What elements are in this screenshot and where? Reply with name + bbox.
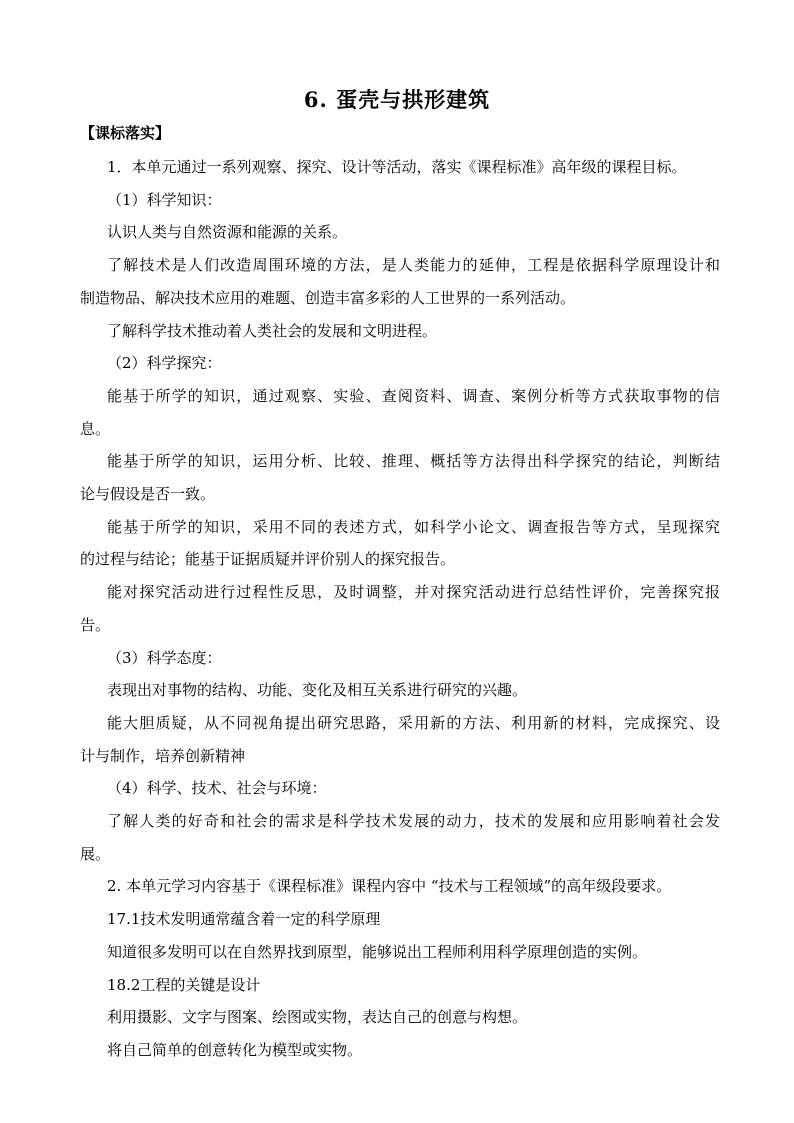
paragraph: （3）科学态度： xyxy=(107,648,222,667)
paragraph: （2）科学探究： xyxy=(107,354,222,373)
paragraph: 能基于所学的知识，采用不同的表述方式，如科学小论文、调查报告等方式，呈现探究 xyxy=(107,517,720,536)
paragraph-continuation: 告。 xyxy=(80,615,111,634)
paragraph: 知道很多发明可以在自然界找到原型，能够说出工程师利用科学原理创造的实例。 xyxy=(107,942,648,961)
paragraph: 18.2工程的关键是设计 xyxy=(107,975,261,994)
paragraph: 17.1技术发明通常蕴含着一定的科学原理 xyxy=(107,910,381,929)
paragraph: 能对探究活动进行过程性反思，及时调整，并对探究活动进行总结性评价，完善探究报 xyxy=(107,583,720,602)
paragraph: 了解科学技术推动着人类社会的发展和文明进程。 xyxy=(107,321,438,340)
paragraph: （4）科学、技术、社会与环境： xyxy=(107,779,327,798)
paragraph-continuation: 展。 xyxy=(80,844,111,863)
paragraph: 1．本单元通过一系列观察、探究、设计等活动，落实《课程标准》高年级的课程目标。 xyxy=(107,158,687,176)
paragraph-continuation: 论与假设是否一致。 xyxy=(80,485,216,504)
paragraph: 能基于所学的知识，通过观察、实验、查阅资料、调查、案例分析等方式获取事物的信 xyxy=(107,386,720,405)
paragraph: 表现出对事物的结构、功能、变化及相互关系进行研究的兴趣。 xyxy=(107,681,528,700)
paragraph: 认识人类与自然资源和能源的关系。 xyxy=(107,223,348,242)
paragraph-continuation: 息。 xyxy=(80,419,111,438)
section-heading: 【课标落实】 xyxy=(80,124,171,142)
paragraph: 了解技术是人们改造周围环境的方法，是人类能力的延伸，工程是依据科学原理设计和 xyxy=(107,256,720,275)
paragraph: （1）科学知识： xyxy=(107,190,222,209)
paragraph-continuation: 计与制作，培养创新精神 xyxy=(80,746,246,765)
paragraph: 2. 本单元学习内容基于《课程标准》课程内容中 “技术与工程领域”的高年级段要求。 xyxy=(107,877,672,896)
document-body xyxy=(80,151,720,1067)
paragraph: 了解人类的好奇和社会的需求是科学技术发展的动力，技术的发展和应用影响着社会发 xyxy=(107,812,720,831)
paragraph: 能基于所学的知识，运用分析、比较、推理、概括等方法得出科学探究的结论，判断结 xyxy=(107,452,720,471)
paragraph-continuation: 的过程与结论；能基于证据质疑并评价别人的探究报告。 xyxy=(80,550,456,569)
document-title: 6. 蛋壳与拱形建筑 xyxy=(303,87,491,112)
paragraph-continuation: 制造物品、解决技术应用的难题、创造丰富多彩的人工世界的一系列活动。 xyxy=(80,288,576,307)
paragraph: 能大胆质疑，从不同视角提出研究思路，采用新的方法、利用新的材料，完成探究、设 xyxy=(107,713,720,732)
paragraph: 利用摄影、文字与图案、绘图或实物，表达自己的创意与构想。 xyxy=(107,1008,528,1027)
paragraph: 将自己简单的创意转化为模型或实物。 xyxy=(107,1040,363,1059)
